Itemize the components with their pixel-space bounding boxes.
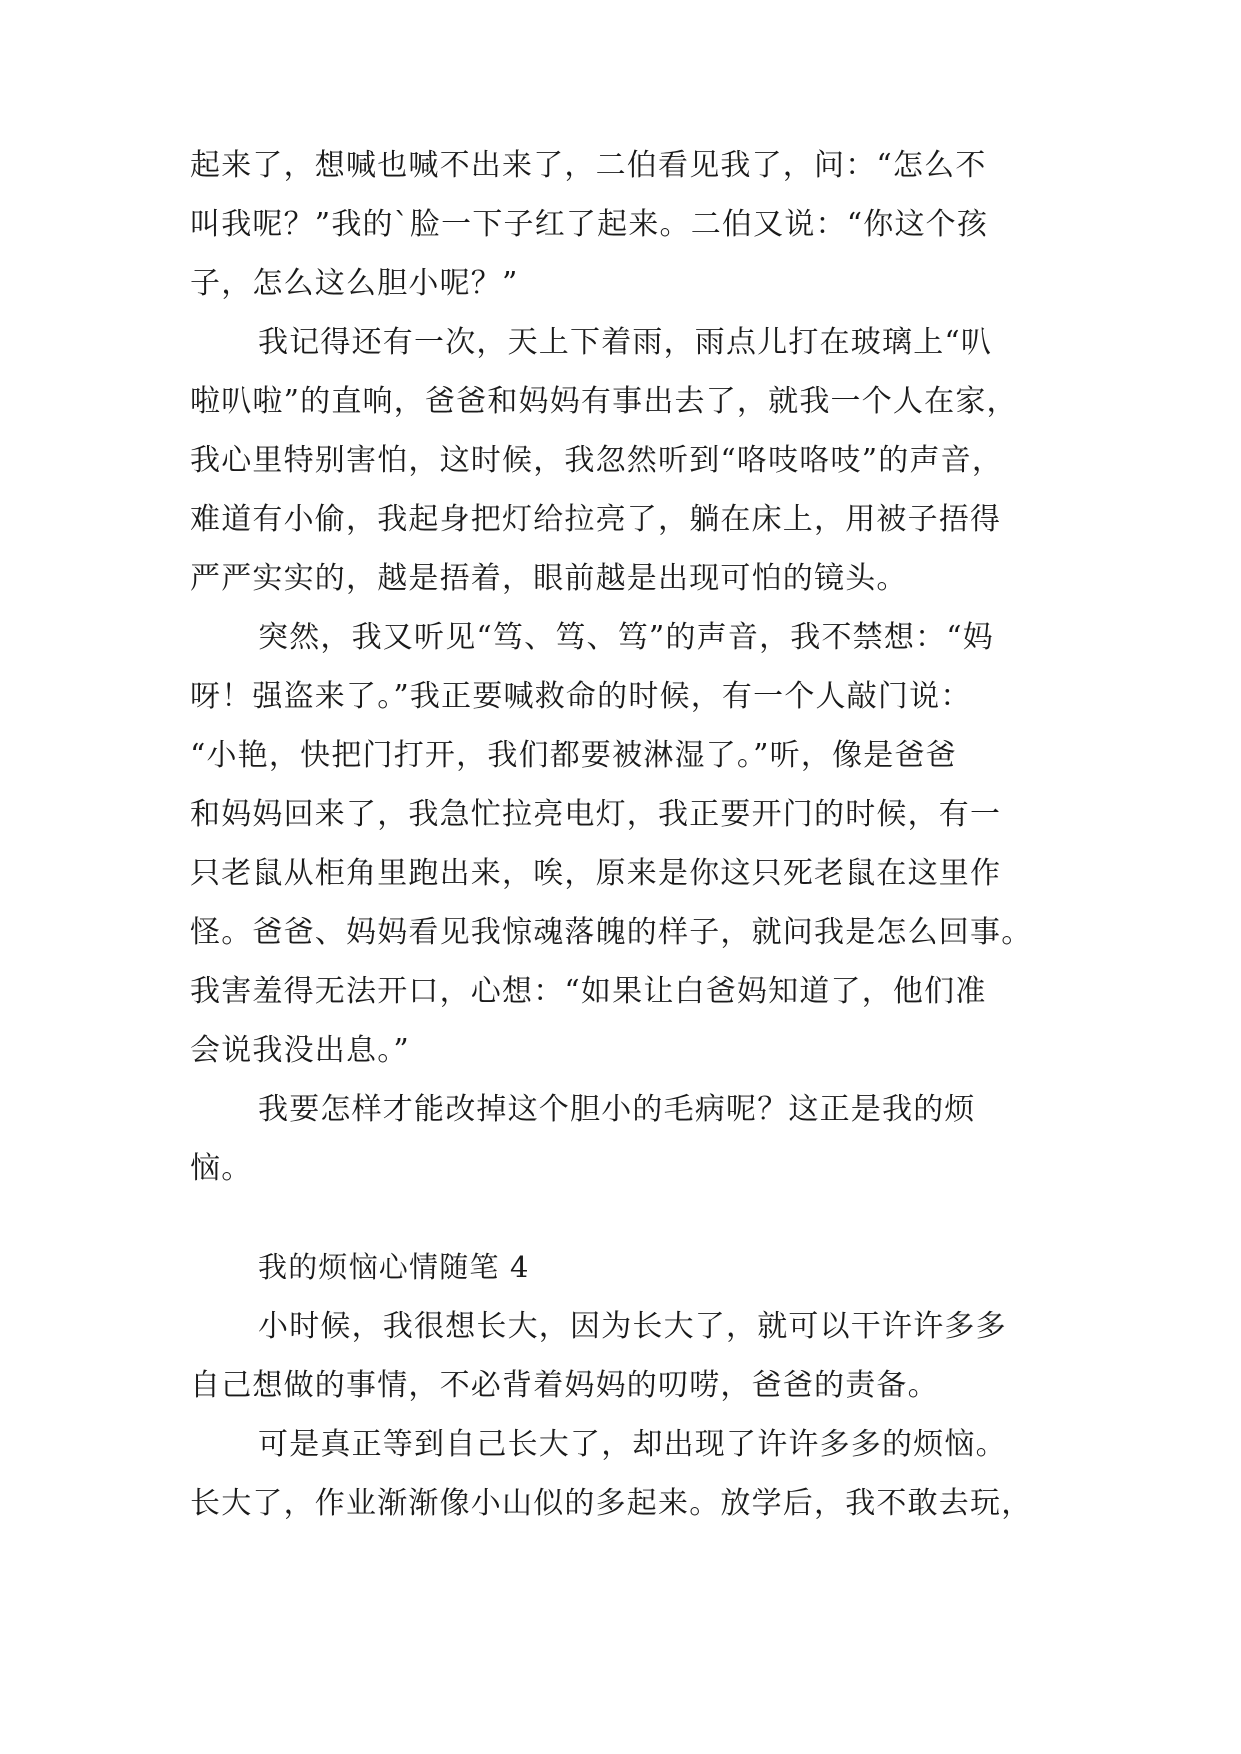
text-line: 和妈妈回来了，我急忙拉亮电灯，我正要开门的时候，有一 [190, 797, 1002, 832]
section-heading: 我的烦恼心情随笔 4 [258, 1250, 530, 1284]
text-line: 啦叭啦”的直响，爸爸和妈妈有事出去了，就我一个人在家， [190, 384, 1018, 419]
text-line: 呀！强盗来了。”我正要喊救命的时候，有一个人敲门说： [190, 679, 972, 714]
text-line: 子，怎么这么胆小呢？” [190, 266, 519, 301]
text-line: 长大了，作业渐渐像小山似的多起来。放学后，我不敢去玩， [190, 1486, 1033, 1521]
text-line: “小艳，快把门打开，我们都要被淋湿了。”听，像是爸爸 [190, 738, 957, 773]
paragraph-start-line: 我要怎样才能改掉这个胆小的毛病呢？这正是我的烦 [258, 1092, 976, 1127]
paragraph-start-line: 突然，我又听见“笃、笃、笃”的声音，我不禁想：“妈 [258, 620, 995, 655]
text-line: 恼。 [190, 1151, 253, 1186]
text-line: 我心里特别害怕，这时候，我忽然听到“咯吱咯吱”的声音， [190, 443, 1004, 478]
paragraph-start-line: 可是真正等到自己长大了，却出现了许许多多的烦恼。 [258, 1427, 1007, 1462]
paragraph-start-line: 小时候，我很想长大，因为长大了，就可以干许许多多 [258, 1309, 1007, 1344]
text-line: 怪。爸爸、妈妈看见我惊魂落魄的样子，就问我是怎么回事。 [190, 915, 1033, 950]
text-line: 难道有小偷，我起身把灯给拉亮了，躺在床上，用被子捂得 [190, 502, 1002, 537]
text-line: 严严实实的，越是捂着，眼前越是出现可怕的镜头。 [190, 561, 908, 596]
text-line: 起来了，想喊也喊不出来了，二伯看见我了，问：“怎么不 [190, 148, 987, 183]
paragraph-start-line: 我记得还有一次，天上下着雨，雨点儿打在玻璃上“叭 [258, 325, 993, 360]
essay-section-4 [190, 1238, 1060, 1533]
text-line: 叫我呢？”我的`脸一下子红了起来。二伯又说：“你这个孩 [190, 207, 989, 242]
essay-continuation [190, 136, 1060, 1198]
text-line: 我害羞得无法开口，心想：“如果让白爸妈知道了，他们准 [190, 974, 987, 1009]
text-line: 会说我没出息。” [190, 1033, 410, 1068]
text-line: 自己想做的事情，不必背着妈妈的叨唠，爸爸的责备。 [190, 1368, 939, 1403]
text-line: 只老鼠从柜角里跑出来，唉，原来是你这只死老鼠在这里作 [190, 856, 1002, 891]
